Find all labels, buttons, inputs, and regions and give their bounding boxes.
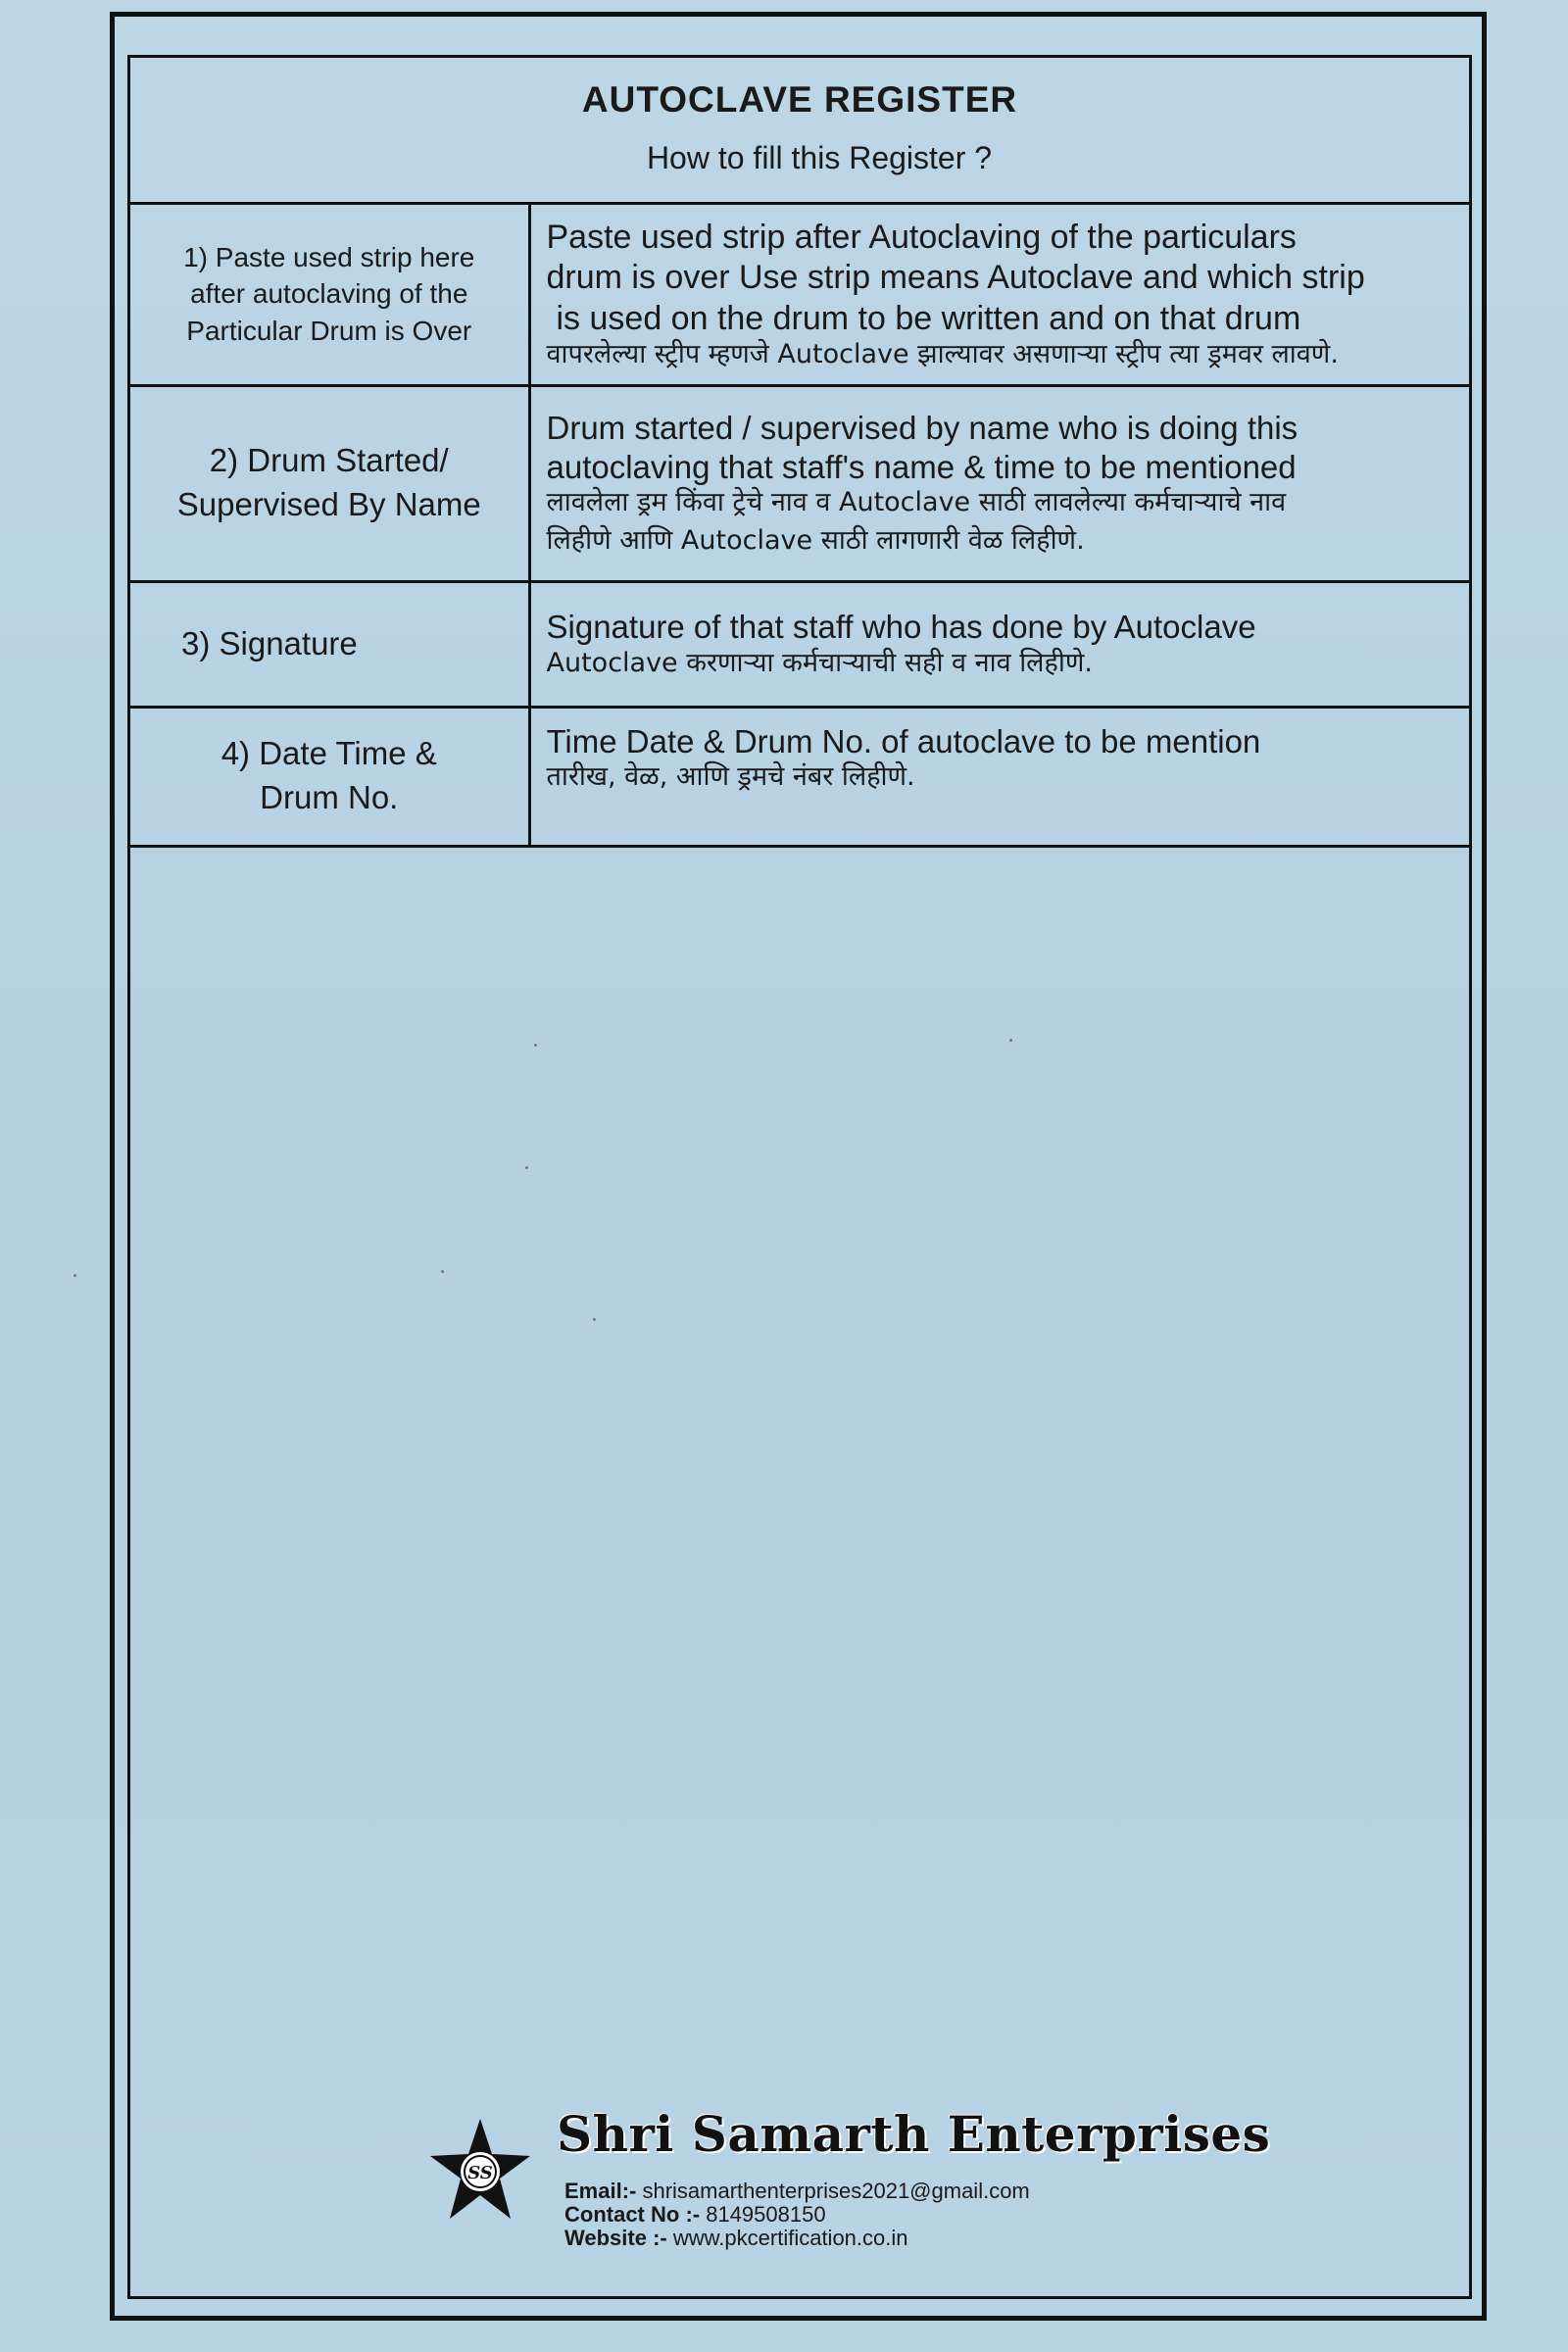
paper-speck	[525, 1166, 528, 1169]
page-subtitle: How to fill this Register ?	[646, 140, 993, 175]
paper-speck	[74, 1274, 76, 1277]
description-marathi: लिहीणे आणि Autoclave साठी लागणारी वेळ लिहीणे.	[546, 525, 1085, 557]
website-label: Website :-	[564, 2226, 667, 2250]
website-url: www.pkcertification.co.in	[672, 2226, 908, 2250]
description-english: Paste used strip after Autoclaving of the particulars	[546, 218, 1297, 256]
description-marathi: वापरलेल्या स्ट्रीप म्हणजे Autoclave झाल्यावर असणाऱ्या स्ट्रीप त्या ड्रमवर लावणे.	[546, 338, 1339, 369]
row-label-line: after autoclaving of the	[190, 278, 468, 310]
description-english: is used on the drum to be written and on that drum	[556, 299, 1301, 337]
page-title: AUTOCLAVE REGISTER	[581, 79, 1018, 120]
contact-number: 8149508150	[706, 2202, 826, 2227]
contact-line	[564, 2203, 1030, 2227]
description-marathi: लावलेला ड्रम किंवा ट्रेचे नाव व Autoclave साठी लावलेल्या कर्मचाऱ्याचे नाव	[546, 487, 1287, 518]
description-english: drum is over Use strip means Autoclave and which strip	[546, 259, 1365, 297]
description-marathi: Autoclave करणाऱ्या कर्मचाऱ्याची सही व नाव लिहीणे.	[546, 647, 1093, 678]
description-english: Signature of that staff who has done by Autoclave	[546, 609, 1256, 646]
row-label-line: Particular Drum is Over	[186, 316, 472, 347]
table-row	[130, 707, 1469, 846]
inner-border	[127, 55, 1472, 2299]
table-row	[130, 385, 1469, 581]
row-label	[130, 205, 529, 385]
contact-details	[564, 2180, 1030, 2250]
row-label-line: 3) Signature	[181, 624, 358, 662]
row-label-line: Supervised By Name	[176, 486, 481, 522]
description-english: autoclaving that staff's name & time to be mentioned	[546, 449, 1297, 486]
table-row	[130, 205, 1469, 385]
paper-speck	[441, 1270, 444, 1273]
description-marathi: तारीख, वेळ, आणि ड्रमचे नंबर लिहीणे.	[546, 760, 915, 792]
row-description	[529, 205, 1469, 385]
row-label	[130, 385, 529, 581]
row-label	[130, 581, 529, 707]
email-label: Email:-	[564, 2179, 637, 2203]
description-english: Time Date & Drum No. of autoclave to be mention	[546, 722, 1261, 760]
description-english: Drum started / supervised by name who is doing this	[546, 409, 1298, 446]
email-line	[564, 2180, 1030, 2203]
register-header	[130, 58, 1469, 205]
website-line	[564, 2227, 1030, 2250]
row-label-line: Drum No.	[260, 779, 399, 815]
row-label-line: 4) Date Time &	[220, 735, 437, 772]
email-address: shrisamarthenterprises2021@gmail.com	[642, 2179, 1030, 2203]
company-footer	[294, 2097, 1271, 2250]
paper-speck	[1009, 1039, 1012, 1042]
row-description	[529, 707, 1469, 846]
company-name: Shri Samarth Enterprises	[557, 2105, 1271, 2163]
contact-label: Contact No :-	[564, 2202, 701, 2227]
logo-monogram: SS	[467, 2163, 493, 2183]
paper-speck	[534, 1044, 537, 1047]
paper-speck	[593, 1318, 596, 1321]
instructions-table	[130, 205, 1469, 848]
row-label-line: 1) Paste used strip here	[183, 241, 475, 272]
row-description	[529, 581, 1469, 707]
row-label	[130, 707, 529, 846]
table-row	[130, 581, 1469, 707]
row-label-line: 2) Drum Started/	[209, 442, 449, 479]
row-description	[529, 385, 1469, 581]
company-star-logo	[426, 2117, 534, 2225]
